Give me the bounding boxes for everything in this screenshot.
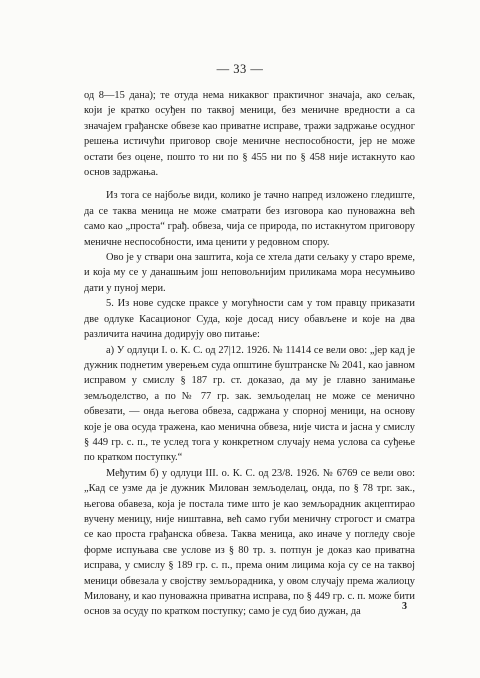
- signature-mark: 3: [402, 601, 407, 612]
- paragraph-1: од 8—15 дана); те отуда нема никаквог практичног значаја, ако сељак, који је кратко осуђен по таквој меници, без меничне вредности а са значајем грађанске обвезе као приватне исправе, тражи задржање осудног решења истичући приговор своје меничне неспособности, јер не може остати без оцене, пошто то ни по § 455 ни по § 458 није истакнуто као основ задржања.: [84, 90, 415, 179]
- paragraph-3: Ово је у ствари она заштита, која се хтела дати сељаку у старо време, и која му се у данашњим још неповољнијим приликама мора несумњиво дати у пуној мери.: [84, 252, 415, 294]
- paragraph-4: 5. Из нове судске праксе у могућности сам у том правцу приказати две одлуке Касационог Суда, које досад нису обављене и које на два различита начина додирују ово питање:: [84, 298, 415, 341]
- page-number: — 33 —: [216, 62, 264, 76]
- paragraph-2: Из тога се најбоље види, колико је тачно напред изложено гледиште, да се таква меница не може сматрати без изговора као пуноважна већ само као „проста“ грађ. обвеза, чија се природа, по истакнутом приговору меничне неспособности, има ценити у редовном спору.: [84, 190, 415, 248]
- body-text: [84, 88, 415, 620]
- paragraph-6: Међутим б) у одлуци III. о. К. С. од 23/8. 1926. № 6769 се вели ово: „Кад се узме да је дужник Милован земљоделац, онда, по § 78 трг. зак., његова обавеза, која је постала тиме што је као земљорадник акцептирао вучену меницу, није ништавна, већ само губи меничну строгост и сматра се као проста грађанска обвеза. Таква меница, ако иначе у погледу своје форме испуњава све услове из § 80 тр. з. потпун је доказ као приватна исправа, у смислу § 189 гр. с. п., према оним лицима која су се на таквој меници обвезала у својству земљорадника, у овом случају према жалиоцу Миловану, и као пуноважна приватна исправа, по § 449 гр. с. п. може бити основ за осуду по кратком поступку; само је суд био дужан, да: [84, 467, 415, 618]
- paragraph-5: а) У одлуци I. о. К. С. од 27|12. 1926. № 11414 се вели ово: „јер кад је дужник поднетим уверењем суда општине буштранске № 2041, као јавном исправом у смислу § 187 гр. ст. доказао, да му је главно занимање земљоделство, а по № 77 гр. зак. земљоделац не може се менично обвезати, — онда његова обвеза, садржана у спорној меници, на основу које је ова осуда тражена, као менична обвеза, није чиста и јасна у смислу § 449 гр. с. п., те услед тога у конкретном случају нема услова са суђење по кратком поступку.“: [84, 344, 415, 464]
